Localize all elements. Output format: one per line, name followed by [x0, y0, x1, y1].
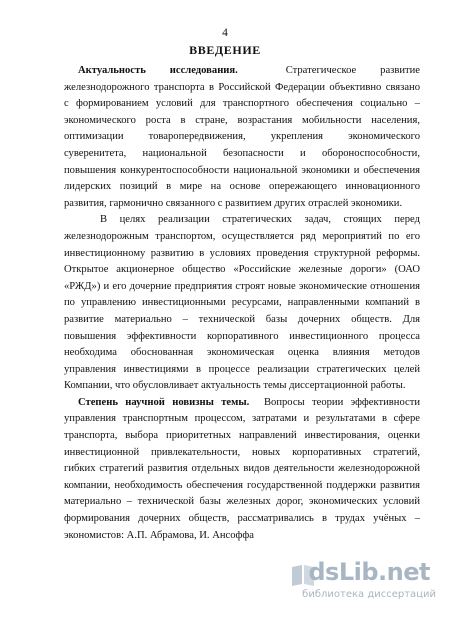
- paragraph-line: железнодорожным транспортом, осуществляется ряд мероприятий по его: [64, 230, 420, 242]
- paragraph-line: с формированием условий для транспортного обеспечения социально –: [64, 98, 420, 110]
- paragraph-line: экономистов: А.П. Абрамова, И. Ансоффа: [64, 529, 254, 541]
- paragraph-line: «РЖД») и его дочерние предприятия строят новые экономические отношения: [64, 280, 420, 292]
- paragraph-line: развития, гармонично связанного с развитием других отраслей экономики.: [64, 197, 403, 209]
- watermark-logo: dsLib.net: [308, 558, 430, 586]
- page-number: 4: [222, 27, 228, 39]
- paragraph-line: гибких стратегий развития отдельных видов деятельности железнодорожной: [64, 463, 420, 475]
- paragraph-line: формирования дочерних обществ, рассматривались в трудах учёных –: [64, 513, 420, 525]
- paragraph-line: управления инвестициями в процессе реализации стратегических целей: [64, 363, 420, 375]
- paragraph-line: В целях реализации стратегических задач, стоящих перед: [100, 214, 420, 226]
- watermark: [286, 557, 436, 609]
- watermark-tagline: библиотека диссертаций: [302, 589, 436, 600]
- paragraph-line: по управлению инвестиционными ресурсами, направленными компаний в: [64, 297, 420, 309]
- paragraph-line: необходима обоснованная экономическая оценка влияния методов: [64, 347, 420, 359]
- paragraph-line: Открытое акционерное общество «Российские железные дороги» (ОАО: [64, 264, 420, 276]
- paragraph-line: Степень научной новизны темы. Вопросы теории эффективности: [78, 396, 420, 408]
- paragraph-line: развитие материально – технической базы дочерних обществ. Для: [64, 313, 420, 325]
- paragraph-line: Актуальность исследования. Стратегическое развитие: [78, 65, 420, 76]
- paragraph-label-relevance: Актуальность исследования.: [78, 65, 238, 76]
- paragraph-line: суверенитета, национальной безопасности и обороноспособности,: [64, 147, 420, 159]
- paragraph-line: компании, необходимость обеспечения государственной поддержки развития: [64, 479, 420, 491]
- paragraph-line: управления транспортным процессом, затратами и результатами в сфере: [64, 413, 420, 425]
- paragraph-line: транспорта, выбора приоритетных направлений инвестирования, оценки: [64, 430, 420, 442]
- paragraph-label-novelty: Степень научной новизны темы.: [78, 396, 250, 408]
- paragraph-line: железнодорожного транспорта в Российской Федерации объективно связано: [64, 81, 420, 93]
- paragraph-line: инвестиционному развитию в условиях проведения структурной реформы.: [64, 247, 420, 259]
- paragraph-line: инвестиционной привлекательности, новых корпоративных стратегий,: [64, 446, 420, 458]
- paragraph-line: оптимизации товаропередвижения, укрепления экономического: [64, 131, 420, 143]
- paragraph-line: лидерских позиций в мире на основе опережающего инновационного: [64, 181, 420, 193]
- paragraph-line: повышения эффективности корпоративного инвестиционного процесса: [64, 330, 420, 342]
- section-heading: ВВЕДЕНИЕ: [189, 43, 261, 57]
- paragraph-line: материально – технической базы железных дорог, экономических условий: [64, 496, 420, 508]
- paragraph-line: экономического роста в стране, возрастания мобильности населения,: [64, 114, 420, 126]
- body-text: [64, 63, 420, 544]
- paragraph-line: Компании, что обусловливает актуальность темы диссертационной работы.: [64, 380, 406, 392]
- paragraph-line: повышения конкурентоспособности национальной экономики и обеспечения: [64, 164, 420, 176]
